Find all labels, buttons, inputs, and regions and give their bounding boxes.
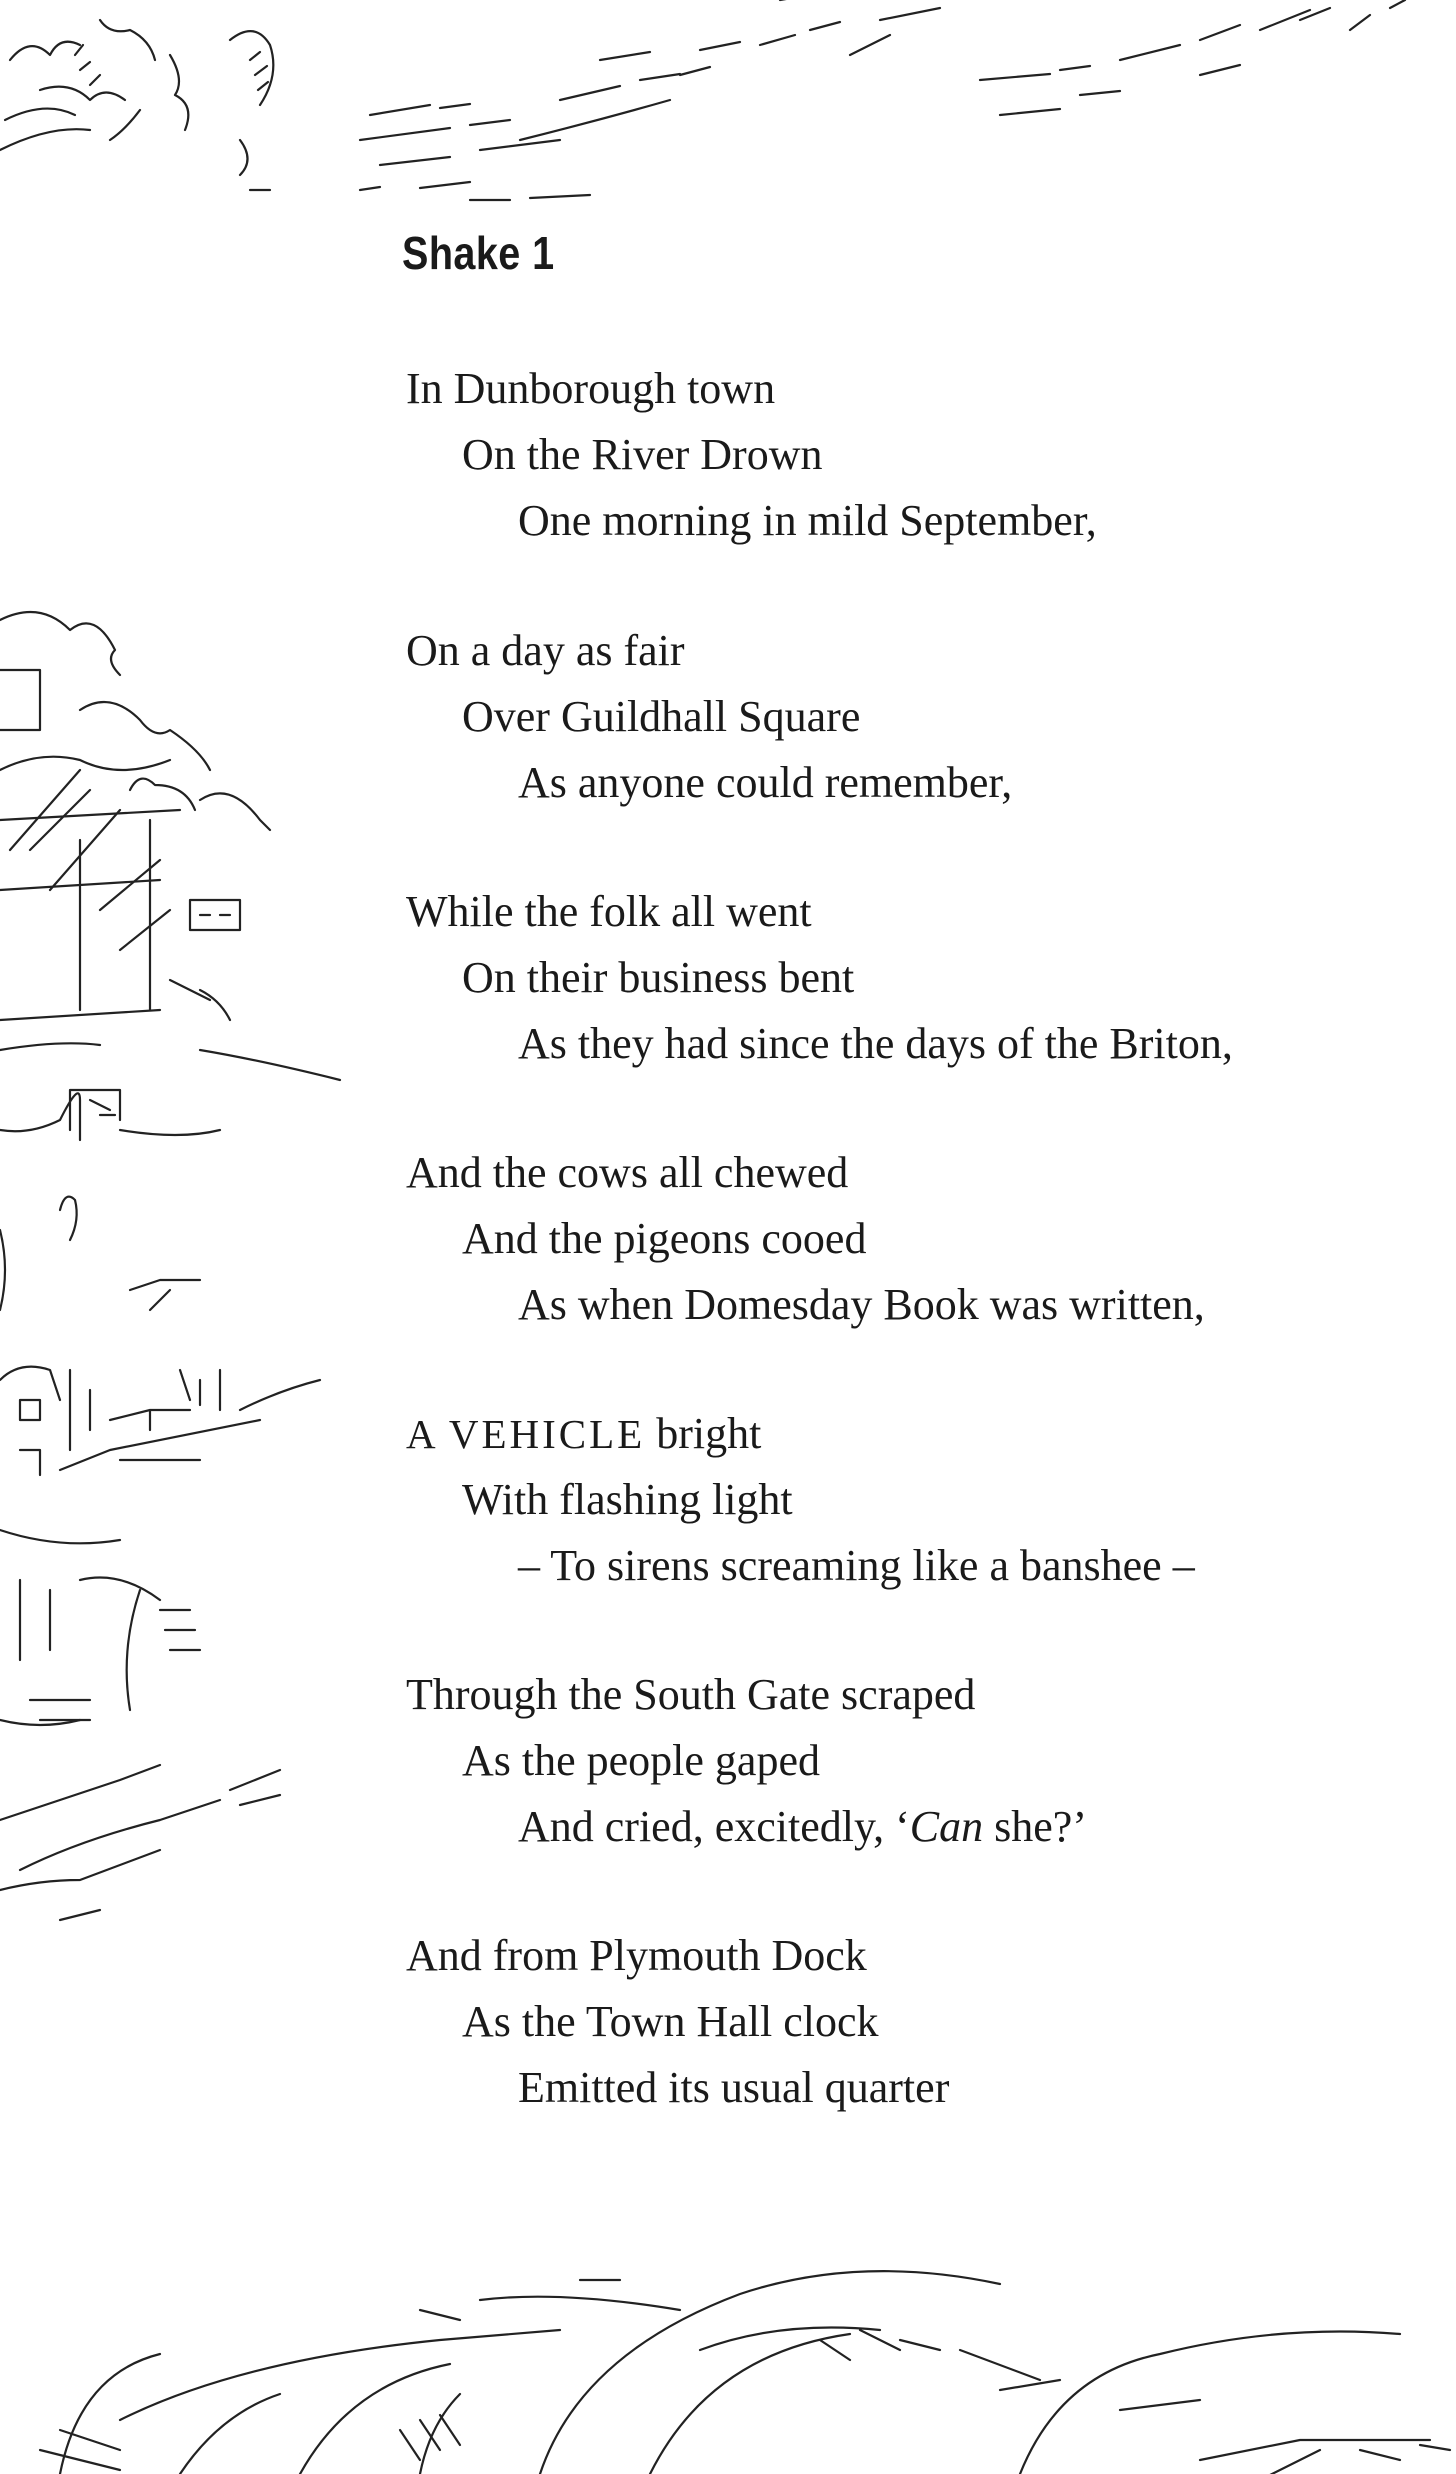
poem-line: Over Guildhall Square — [462, 692, 861, 741]
poem-line: And the cows all chewed — [406, 1148, 849, 1197]
smallcaps-phrase: A VEHICLE — [406, 1411, 646, 1457]
poem-line: As anyone could remember, — [518, 758, 1013, 807]
poem-line: On their business bent — [462, 953, 855, 1002]
poem-line: While the folk all went — [406, 887, 812, 936]
rooftop-sketch-illustration — [0, 2250, 1456, 2474]
poem-line: One morning in mild September, — [518, 496, 1097, 545]
section-heading: Shake 1 — [402, 227, 555, 279]
poem-line-part: And cried, excitedly, ‘ — [518, 1802, 910, 1851]
poem-line: On a day as fair — [406, 626, 685, 675]
cloud-sketch-illustration — [0, 0, 1456, 220]
poem-line: And from Plymouth Dock — [406, 1931, 867, 1980]
poem-line: And the pigeons cooed — [462, 1214, 867, 1263]
poem-line: Emitted its usual quarter — [518, 2063, 950, 2112]
poem-line: – To sirens screaming like a banshee – — [518, 1541, 1195, 1590]
poem-line: As the Town Hall clock — [462, 1997, 879, 2046]
poem-line: On the River Drown — [462, 430, 823, 479]
poem-line — [406, 1401, 761, 1467]
poem-line: As they had since the days of the Briton, — [518, 1019, 1233, 1068]
poem-line: As when Domesday Book was written, — [518, 1280, 1205, 1329]
poem-line: Through the South Gate scraped — [406, 1670, 976, 1719]
town-sketch-illustration — [0, 590, 360, 1990]
poem-line: As the people gaped — [462, 1736, 820, 1785]
poem-line — [518, 1794, 1087, 1860]
italic-word: Can — [909, 1802, 984, 1851]
poem-line-part: she?’ — [983, 1802, 1087, 1851]
poem-line-rest: bright — [656, 1409, 762, 1458]
poem-line: With flashing light — [462, 1475, 793, 1524]
poem-line: In Dunborough town — [406, 364, 776, 413]
